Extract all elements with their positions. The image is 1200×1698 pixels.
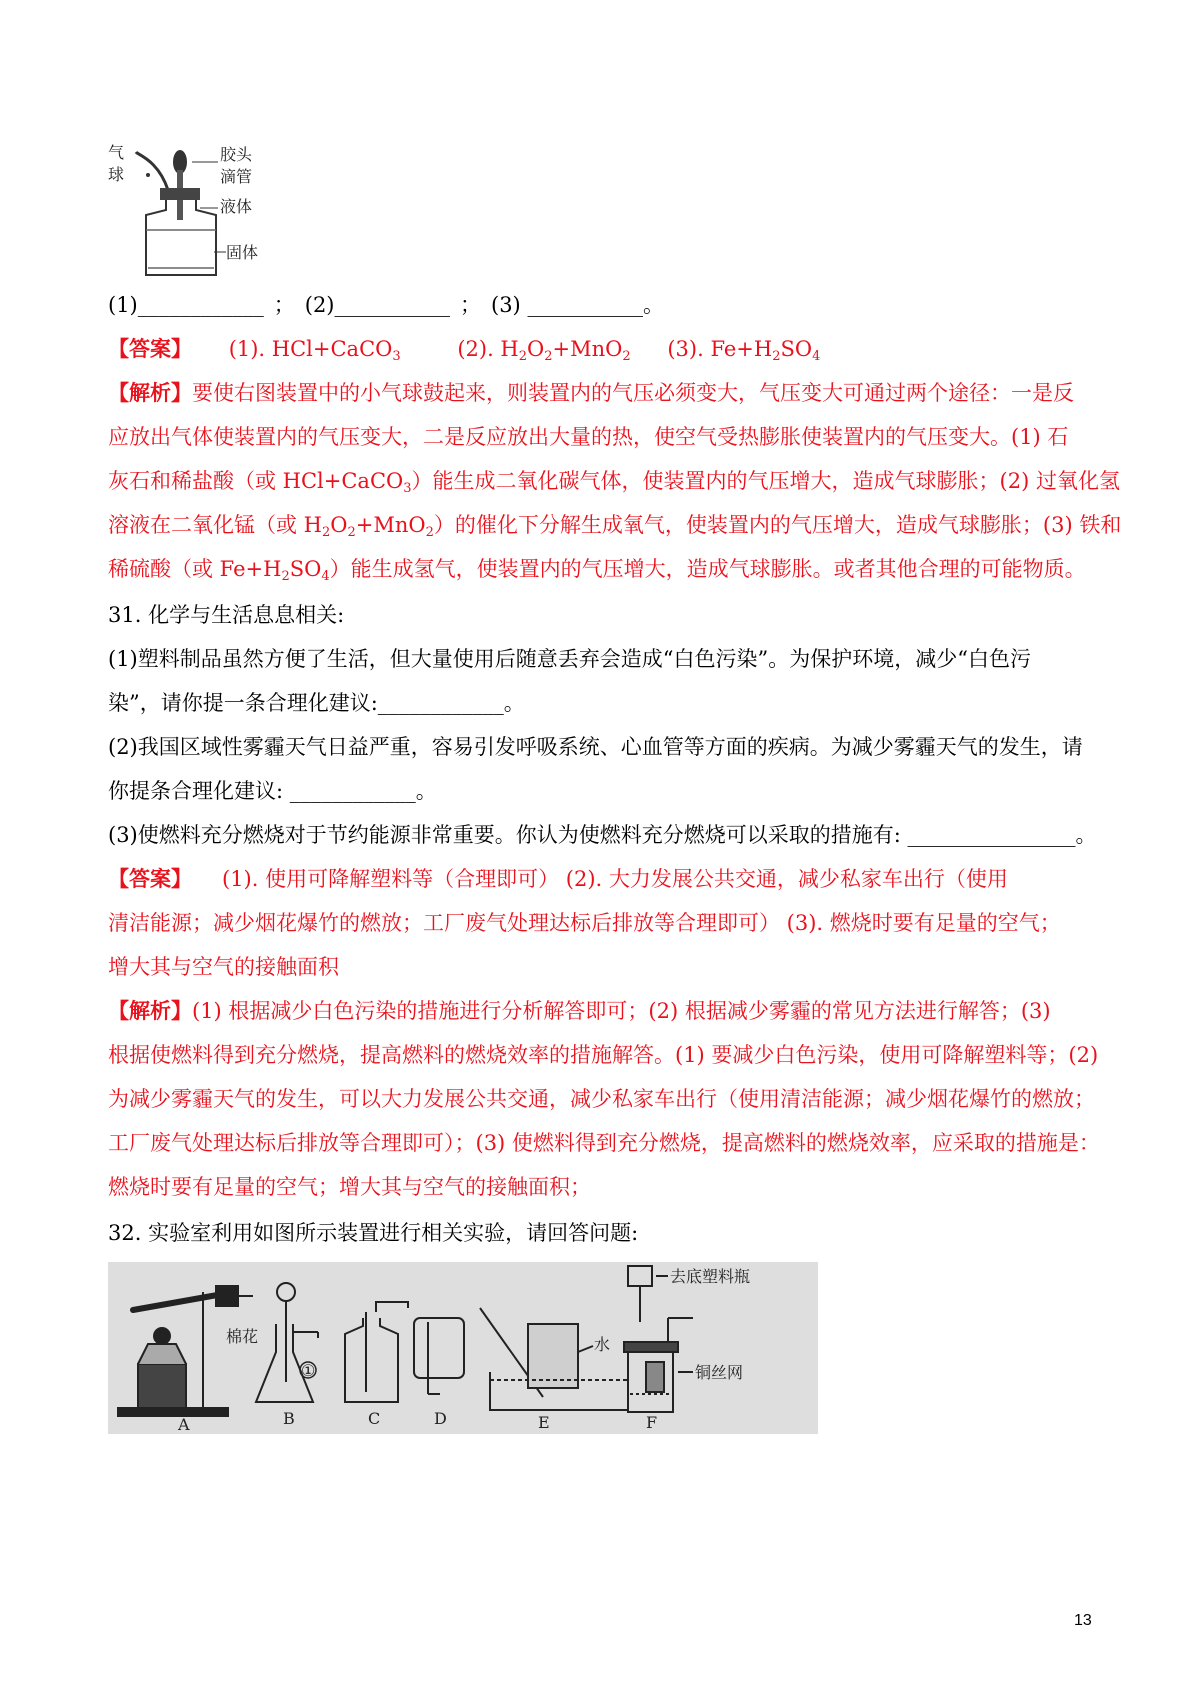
fig1-label-qi: 气: [108, 143, 125, 162]
fig1-label-qiu: 球: [108, 165, 125, 184]
question-32-title: 32. 实验室利用如图所示装置进行相关实验，请回答问题:: [108, 1221, 639, 1245]
question-31-title: 31. 化学与生活息息相关:: [108, 603, 345, 627]
answer-31-line-3: 增大其与空气的接触面积: [108, 955, 339, 979]
question-31-part-3: (3)使燃料充分燃烧对于节约能源非常重要。你认为使燃料充分燃烧可以采取的措施有: ________________。: [108, 823, 1097, 847]
analysis-31-line-4: 工厂废气处理达标后排放等合理即可）；(3) 使燃料得到充分燃烧，提高燃料的燃烧效率，应采取的措施是：: [108, 1131, 1100, 1155]
blanks-line: (1)____________ ； (2)___________ ； (3) ___________。: [108, 293, 664, 317]
answer-31-line-2: 清洁能源；减少烟花爆竹的燃放；工厂废气处理达标后排放等合理即可） (3). 燃烧时要有足量的空气；: [108, 911, 1061, 935]
letter-e: E: [538, 1413, 550, 1432]
answer-31-line-1: 【答案】 (1). 使用可降解塑料等（合理即可） (2). 大力发展公共交通，减少私家车出行（使用: [108, 866, 1008, 891]
question-31-part-1b: 染”，请你提一条合理化建议:____________。: [108, 691, 525, 715]
analysis-30-line-1: 【解析】要使右图装置中的小气球鼓起来，则装置内的气压必须变大，气压变大可通过两个途径：一是反: [108, 380, 1074, 405]
analysis-31-line-2: 根据使燃料得到充分燃烧，提高燃料的燃烧效率的措施解答。(1) 要减少白色污染，使用可降解塑料等；(2): [108, 1043, 1099, 1067]
letter-c: C: [368, 1409, 381, 1428]
analysis-31-line-1: 【解析】(1) 根据减少白色污染的措施进行分析解答即可；(2) 根据减少雾霾的常见方法进行解答；(3): [108, 998, 1051, 1023]
apparatus-figure-balloon-bottle: [108, 140, 268, 300]
fig1-label-liquid: 液体: [220, 197, 253, 216]
letter-b: B: [283, 1409, 295, 1428]
question-31-part-1a: (1)塑料制品虽然方便了生活，但大量使用后随意丢弃会造成“白色污染”。为保护环境，减少“白色污: [108, 647, 1031, 671]
fig1-label-jiaotou: 胶头: [220, 145, 253, 164]
letter-d: D: [434, 1409, 447, 1428]
label-circle-1: ①: [301, 1361, 316, 1380]
analysis-31-line-3: 为减少雾霾天气的发生，可以大力发展公共交通，减少私家车出行（使用清洁能源；减少烟花爆竹的燃放；: [108, 1087, 1095, 1111]
page-number: 13: [1074, 1612, 1092, 1629]
analysis-30-line-3: 灰石和稀盐酸（或 HCl+CaCO$_3$）能生成二氧化碳气体，使装置内的气压增大，造成气球膨胀；(2) 过氧化氢: [108, 469, 1120, 496]
label-water: 水: [594, 1335, 611, 1354]
label-copper-mesh: 铜丝网: [695, 1363, 744, 1382]
analysis-30-line-5: 稀硫酸（或 $Fe+H_2SO_4$）能生成氢气，使装置内的气压增大，造成气球膨胀。或者其他合理的可能物质。: [108, 557, 1086, 584]
label-mianhua: 棉花: [226, 1327, 259, 1346]
fig1-label-diguan: 滴管: [220, 167, 253, 186]
letter-f: F: [646, 1413, 658, 1432]
analysis-30-line-2: 应放出气体使装置内的气压变大，二是反应放出大量的热，使空气受热膨胀使装置内的气压变大。(1) 石: [108, 425, 1069, 449]
question-31-part-2b: 你提条合理化建议: ____________。: [108, 779, 437, 803]
fig1-label-solid: 固体: [226, 243, 259, 262]
analysis-tag: 【解析】: [108, 380, 192, 405]
answer-tag: 【答案】: [108, 336, 192, 361]
answer-30: 【答案】 (1). HCl+CaCO$_3$ (2). $H_2O_2+MnO_2$ (3). $Fe+H_2SO_4$: [108, 336, 821, 364]
label-bottle: 去底塑料瓶: [670, 1267, 751, 1286]
letter-a: A: [178, 1415, 190, 1434]
apparatus-figure-lab-setups: [108, 1262, 818, 1434]
question-31-part-2a: (2)我国区域性雾霾天气日益严重，容易引发呼吸系统、心血管等方面的疾病。为减少雾霾天气的发生，请: [108, 735, 1083, 759]
analysis-31-line-5: 燃烧时要有足量的空气；增大其与空气的接触面积；: [108, 1175, 591, 1199]
answer-tag: 【答案】: [108, 866, 192, 891]
analysis-30-line-4: 溶液在二氧化锰（或 $H_2O_2+MnO_2$）的催化下分解生成氧气，使装置内的气压增大，造成气球膨胀；(3) 铁和: [108, 513, 1122, 540]
analysis-tag: 【解析】: [108, 998, 192, 1023]
